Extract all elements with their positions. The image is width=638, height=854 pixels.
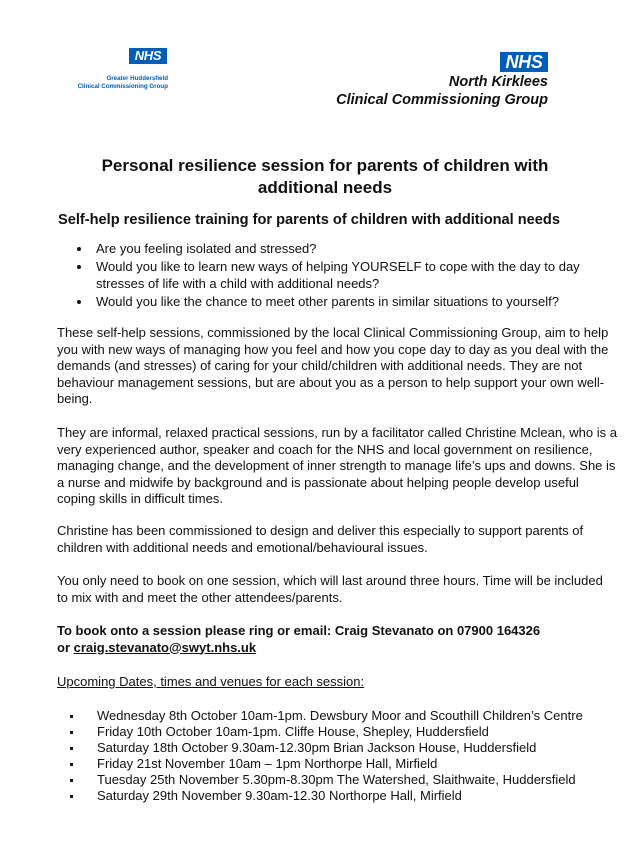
session-item: Wednesday 8th October 10am-1pm. Dewsbury Moor and Scouthill Children’s Centre — [70, 708, 583, 724]
nhs-logo-icon: NHS — [500, 52, 548, 72]
question-list — [75, 240, 615, 310]
logo-org-line1: North Kirklees — [448, 74, 548, 90]
page-subtitle: Self-help resilience training for parents of children with additional needs — [58, 212, 560, 228]
session-item: Saturday 29th November 9.30am-12.30 Northorpe Hall, Mirfield — [70, 788, 583, 804]
session-item: Saturday 18th October 9.30am-12.30pm Brian Jackson House, Huddersfield — [70, 740, 583, 756]
booking-info — [57, 623, 540, 656]
bullet-icon — [77, 247, 81, 251]
dates-heading: Upcoming Dates, times and venues for each session: — [57, 674, 365, 689]
bullet-icon — [70, 747, 73, 750]
email-link[interactable]: craig.stevanato@swyt.nhs.uk — [73, 639, 257, 655]
duration-paragraph: You only need to book on one session, which will last around three hours. Time will be included to mix with and meet the other attendees/parents. — [57, 573, 603, 605]
booking-line: To book onto a session please ring or email: Craig Stevanato on 07900 164326 — [57, 623, 541, 638]
session-item: Tuesday 25th November 5.30pm-8.30pm The Watershed, Slaithwaite, Huddersfield — [70, 772, 583, 788]
bullet-icon — [77, 265, 81, 269]
north-kirklees-ccg-logo — [336, 52, 548, 109]
session-item: Friday 10th October 10am-1pm. Cliffe House, Shepley, Huddersfield — [70, 724, 583, 740]
bullet-icon — [70, 731, 73, 734]
session-item: Friday 21st November 10am – 1pm Northorpe Hall, Mirfield — [70, 756, 583, 772]
greater-huddersfield-ccg-logo — [72, 47, 168, 91]
bullet-icon — [70, 779, 73, 782]
session-list — [70, 708, 583, 804]
page-title: Personal resilience session for parents of children with additional needs — [101, 156, 549, 197]
bullet-icon — [70, 715, 73, 718]
list-item: Would you like the chance to meet other parents in similar situations to yourself? — [75, 293, 615, 311]
facilitator-paragraph: They are informal, relaxed practical sessions, run by a facilitator called Christine Mclean, who is a very experienced author, speaker and coach for the NHS and local government on resilience, managing change, and the development of inner strength to manage life’s ups and downs. She is a nurse and midwife by background and is passionate about helping people develop useful coping skills in difficult times. — [57, 425, 617, 506]
bullet-icon — [70, 763, 73, 766]
logo-org-line2: Clinical Commissioning Group — [77, 83, 168, 90]
list-item: Are you feeling isolated and stressed? — [75, 240, 615, 258]
intro-paragraph: These self-help sessions, commissioned by the local Clinical Commissioning Group, aim to help you with new ways of managing how you feel and how you cope day to day as you deal with the demands (and stresses) of caring for your child/children with additional needs. They are not behaviour management sessions, but are about you as a person to help support your own well-being. — [57, 325, 609, 406]
nhs-logo-icon: NHS — [129, 48, 167, 64]
bullet-icon — [77, 300, 81, 304]
logo-org-line1: Greater Huddersfield — [106, 75, 168, 82]
or-label: or — [57, 639, 70, 655]
commission-paragraph: Christine has been commissioned to design and deliver this especially to support parents of children with additional needs and emotional/behavioural issues. — [57, 523, 584, 555]
bullet-icon — [70, 795, 73, 798]
logo-org-line2: Clinical Commissioning Group — [336, 92, 548, 108]
list-item: Would you like to learn new ways of helping YOURSELF to cope with the day to day stresses of life with a child with additional needs? — [75, 258, 615, 293]
